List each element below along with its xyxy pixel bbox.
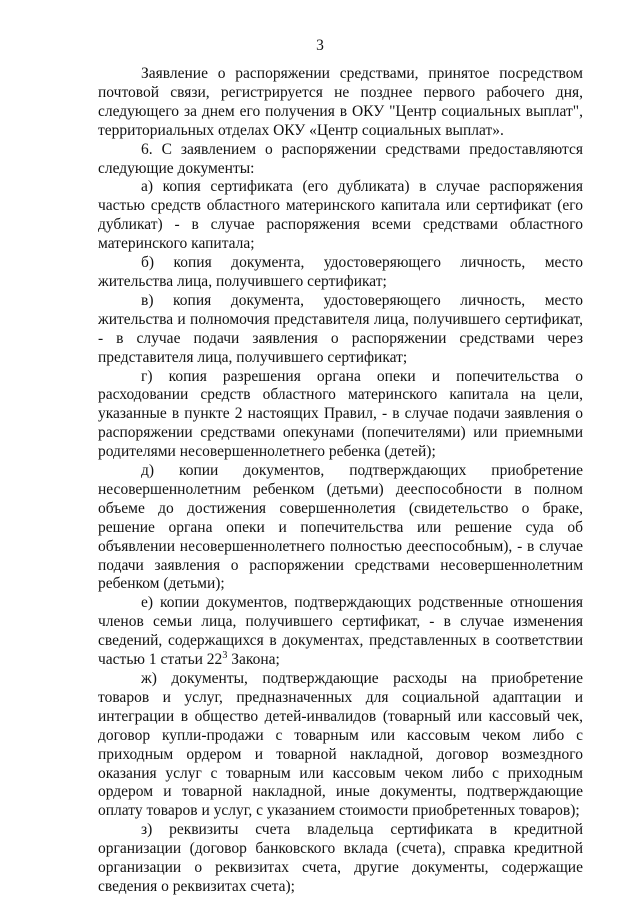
paragraph-item-6-intro: 6. С заявлением о распоряжении средствами предоставляются следующие документы: xyxy=(98,140,583,177)
paragraph-item-g: г) копия разрешения органа опеки и попечительства о расходовании средств областного материнского капитала на цели, указанные в пункте 2 настоящих Правил, - в случае подачи заявления о распоряжении средствами опекунами (попечителями) или приемными родителями несовершеннолетнего ребенка (детей); xyxy=(98,367,583,461)
paragraph-registration: Заявление о распоряжении средствами, принятое посредством почтовой связи, регистрируется не позднее первого рабочего дня, следующего за днем его получения в ОКУ "Центр социальных выплат", территориальных отделах ОКУ «Центр социальных выплат». xyxy=(98,65,583,139)
article-superscript: 3 xyxy=(222,649,228,661)
paragraph-item-z: з) реквизиты счета владельца сертификата в кредитной организации (договор банковского вклада (счета), справка кредитной организации о реквизитах счета, другие документы, содержащие сведения о реквизитах счета); xyxy=(98,821,583,895)
paragraph-item-e-end: Закона; xyxy=(227,651,280,669)
page-number: 3 xyxy=(316,37,324,54)
document-body xyxy=(98,65,583,897)
paragraph-item-zh: ж) документы, подтверждающие расходы на приобретение товаров и услуг, предназначенных для социальной адаптации и интеграции в общество детей-инвалидов (товарный или кассовый чек, договор купли-продажи с товарным или кассовым чеком либо с приходным ордером и товарной накладной, договор возмездного оказания услуг с товарным или кассовым чеком либо с приходным ордером и товарной накладной, иные документы, подтверждающие оплату товаров и услуг, с указанием стоимости приобретенных товаров); xyxy=(98,670,583,820)
paragraph-item-e-text: е) копии документов, подтверждающих родственные отношения членов семьи лица, получившего сертификат, - в случае изменения сведений, содержащихся в документах, представленных в соответствии частью 1 статьи 22 xyxy=(98,594,583,669)
paragraph-item-a: а) копия сертификата (его дубликата) в случае распоряжения частью средств областного материнского капитала или сертификат (его дубликат) - в случае распоряжения всеми средствами областного материнского капитала; xyxy=(98,178,583,253)
paragraph-item-d: д) копии документов, подтверждающих приобретение несовершеннолетним ребенком (детьми) дееспособности в полном объеме до достижения совершеннолетия (свидетельство о браке, решение органа опеки и попечительства или решение суда об объявлении несовершеннолетнего полностью дееспособным), - в случае подачи заявления о распоряжении средствами несовершеннолетним ребенком (детьми); xyxy=(98,462,583,593)
paragraph-item-b: б) копия документа, удостоверяющего личность, место жительства лица, получившего сертификат; xyxy=(98,254,583,290)
paragraph-item-e xyxy=(98,594,583,670)
paragraph-item-v: в) копия документа, удостоверяющего личность, место жительства и полномочия представителя лица, получившего сертификат, - в случае подачи заявления о распоряжении средствами через представителя лица, получившего сертификат; xyxy=(98,291,583,366)
